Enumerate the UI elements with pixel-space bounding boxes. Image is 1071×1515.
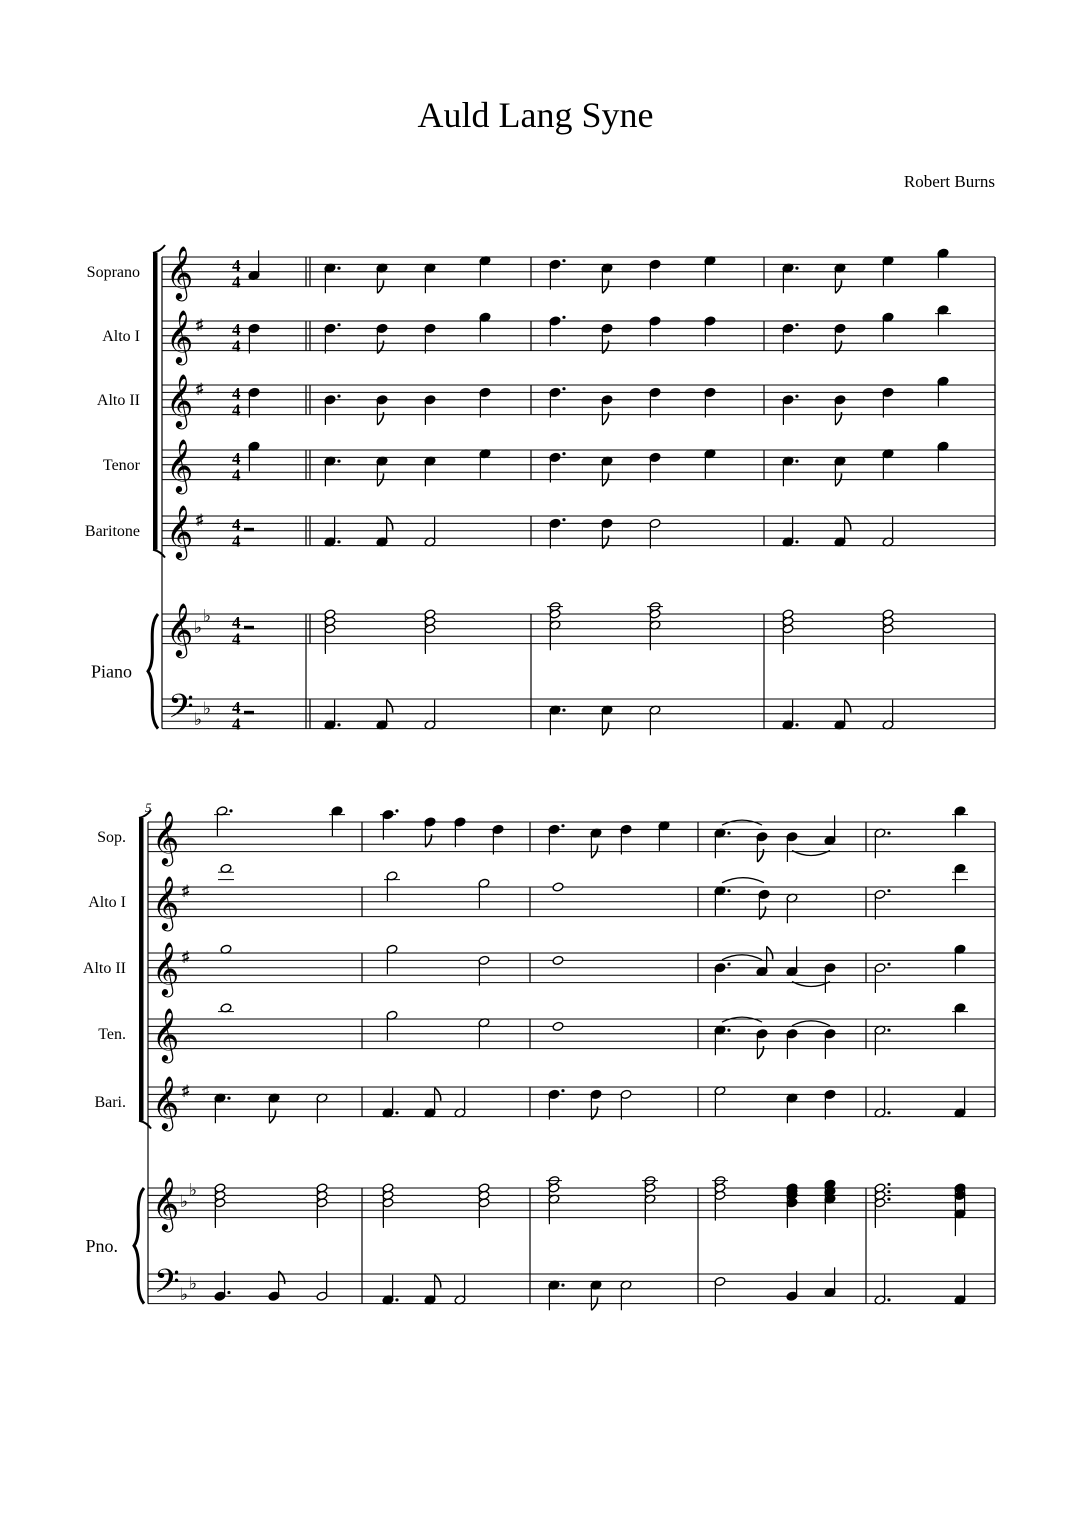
bracket-hook [139, 1121, 151, 1129]
augmentation-dot [337, 395, 340, 398]
key-sharp-icon: ♯ [196, 317, 204, 334]
note-flag [602, 412, 608, 425]
key-sharp-icon: ♯ [182, 1083, 190, 1100]
key-flat-icon: ♭ [189, 1274, 198, 1294]
key-flat-icon: ♭ [189, 1180, 198, 1200]
augmentation-dot [562, 518, 565, 521]
notehead [552, 882, 564, 892]
slur [722, 955, 762, 960]
slur [722, 1017, 762, 1022]
key-sharp-icon: ♯ [182, 949, 190, 966]
time-signature-bottom: 4 [232, 531, 241, 551]
note-flag [425, 834, 431, 847]
system-1 [85, 245, 995, 735]
augmentation-dot [561, 824, 564, 827]
half-rest-icon [244, 711, 254, 715]
time-signature-top: 4 [232, 697, 241, 717]
augmentation-dot [227, 1097, 230, 1100]
note-flag [835, 412, 841, 425]
augmentation-dot [795, 723, 798, 726]
choir-bracket [139, 818, 144, 1121]
note-flag [377, 341, 383, 354]
augmentation-dot [795, 323, 798, 326]
augmentation-dot [337, 460, 340, 463]
instrument-label: Alto II [96, 391, 140, 409]
treble-clef-icon: 𝄞 [152, 1009, 180, 1061]
treble-clef-icon: 𝄞 [166, 247, 194, 299]
key-flat-icon: ♭ [194, 617, 203, 637]
piano-brace [148, 614, 158, 729]
augmentation-dot [562, 387, 565, 390]
augmentation-dot [887, 1298, 890, 1301]
note-flag [377, 412, 383, 425]
treble-clef-icon: 𝄞 [166, 311, 194, 363]
note-flag [757, 1046, 763, 1059]
augmentation-dot [727, 832, 730, 835]
augmentation-dot [337, 323, 340, 326]
augmentation-dot [395, 809, 398, 812]
augmentation-dot [727, 889, 730, 892]
augmentation-dot [229, 809, 232, 812]
time-signature-bottom: 4 [232, 400, 241, 420]
key-flat-icon: ♭ [180, 1285, 189, 1305]
augmentation-dot [562, 452, 565, 455]
augmentation-dot [562, 709, 565, 712]
slur [722, 878, 764, 883]
note-flag [279, 1271, 285, 1284]
augmentation-dot [395, 1298, 398, 1301]
choir-bracket [153, 253, 158, 550]
instrument-label: Baritone [84, 522, 140, 540]
augmentation-dot [727, 1029, 730, 1032]
instrument-label: Tenor [102, 456, 140, 474]
key-flat-icon: ♭ [180, 1191, 189, 1211]
bass-clef-icon: 𝄢 [168, 688, 194, 734]
time-signature-bottom: 4 [232, 272, 241, 292]
instrument-label: Alto I [102, 327, 140, 345]
augmentation-dot [395, 1111, 398, 1114]
augmentation-dot [887, 1029, 890, 1032]
treble-clef-icon: 𝄞 [166, 506, 194, 558]
treble-clef-icon: 𝄞 [152, 1178, 180, 1230]
instrument-label: Soprano [86, 263, 140, 281]
augmentation-dot [887, 1190, 890, 1193]
time-signature-top: 4 [232, 383, 241, 403]
augmentation-dot [887, 889, 890, 892]
augmentation-dot [562, 316, 565, 319]
notehead [552, 1021, 564, 1031]
time-signature-bottom: 4 [232, 714, 241, 734]
augmentation-dot [795, 267, 798, 270]
key-sharp-icon: ♯ [196, 381, 204, 398]
bracket-hook [153, 550, 165, 558]
note-flag [602, 341, 608, 354]
time-signature-bottom: 4 [232, 465, 241, 485]
slur [792, 1021, 830, 1026]
half-rest-icon [244, 626, 254, 630]
key-flat-icon: ♭ [203, 606, 212, 626]
treble-clef-icon: 𝄞 [166, 440, 194, 492]
time-signature-top: 4 [232, 612, 241, 632]
augmentation-dot [227, 1291, 230, 1294]
augmentation-dot [795, 395, 798, 398]
key-flat-icon: ♭ [203, 699, 212, 719]
instrument-label: Sop. [97, 828, 126, 846]
augmentation-dot [795, 460, 798, 463]
score-title: Auld Lang Syne [417, 95, 654, 135]
augmentation-dot [795, 540, 798, 543]
treble-clef-icon: 𝄞 [166, 375, 194, 427]
treble-clef-icon: 𝄞 [152, 812, 180, 864]
system-2 [83, 800, 995, 1310]
instrument-label: Alto I [88, 893, 126, 911]
instrument-label: Alto II [82, 959, 126, 977]
piano-brace [134, 1188, 144, 1304]
key-flat-icon: ♭ [194, 710, 203, 730]
composer-name: Robert Burns [903, 172, 995, 191]
instrument-label: Ten. [98, 1025, 126, 1043]
time-signature-top: 4 [232, 319, 241, 339]
treble-clef-icon: 𝄞 [166, 604, 194, 656]
instrument-label: Bari. [94, 1093, 126, 1111]
piano-label: Piano [90, 661, 132, 682]
time-signature-top: 4 [232, 255, 241, 275]
piano-label: Pno. [85, 1235, 118, 1256]
bracket-hook [153, 245, 165, 253]
augmentation-dot [887, 1183, 890, 1186]
note-flag [757, 849, 763, 862]
note-flag [602, 536, 608, 549]
augmentation-dot [562, 259, 565, 262]
augmentation-dot [887, 963, 890, 966]
augmentation-dot [887, 1198, 890, 1201]
augmentation-dot [727, 963, 730, 966]
half-rest-icon [244, 528, 254, 532]
time-signature-bottom: 4 [232, 629, 241, 649]
augmentation-dot [337, 267, 340, 270]
note-flag [759, 907, 765, 920]
augmentation-dot [887, 832, 890, 835]
augmentation-dot [887, 1111, 890, 1114]
treble-clef-icon: 𝄞 [152, 1077, 180, 1129]
augmentation-dot [561, 1089, 564, 1092]
bass-clef-icon: 𝄢 [154, 1263, 180, 1309]
key-sharp-icon: ♯ [196, 512, 204, 529]
note-flag [591, 1107, 597, 1120]
time-signature-top: 4 [232, 514, 241, 534]
treble-clef-icon: 𝄞 [152, 943, 180, 995]
augmentation-dot [337, 723, 340, 726]
time-signature-bottom: 4 [232, 336, 241, 356]
key-sharp-icon: ♯ [182, 883, 190, 900]
augmentation-dot [561, 1284, 564, 1287]
notehead [552, 955, 564, 965]
time-signature-top: 4 [232, 448, 241, 468]
augmentation-dot [337, 540, 340, 543]
treble-clef-icon: 𝄞 [152, 877, 180, 929]
measure-number: 5 [145, 800, 152, 815]
note-flag [835, 341, 841, 354]
slur [722, 820, 762, 825]
